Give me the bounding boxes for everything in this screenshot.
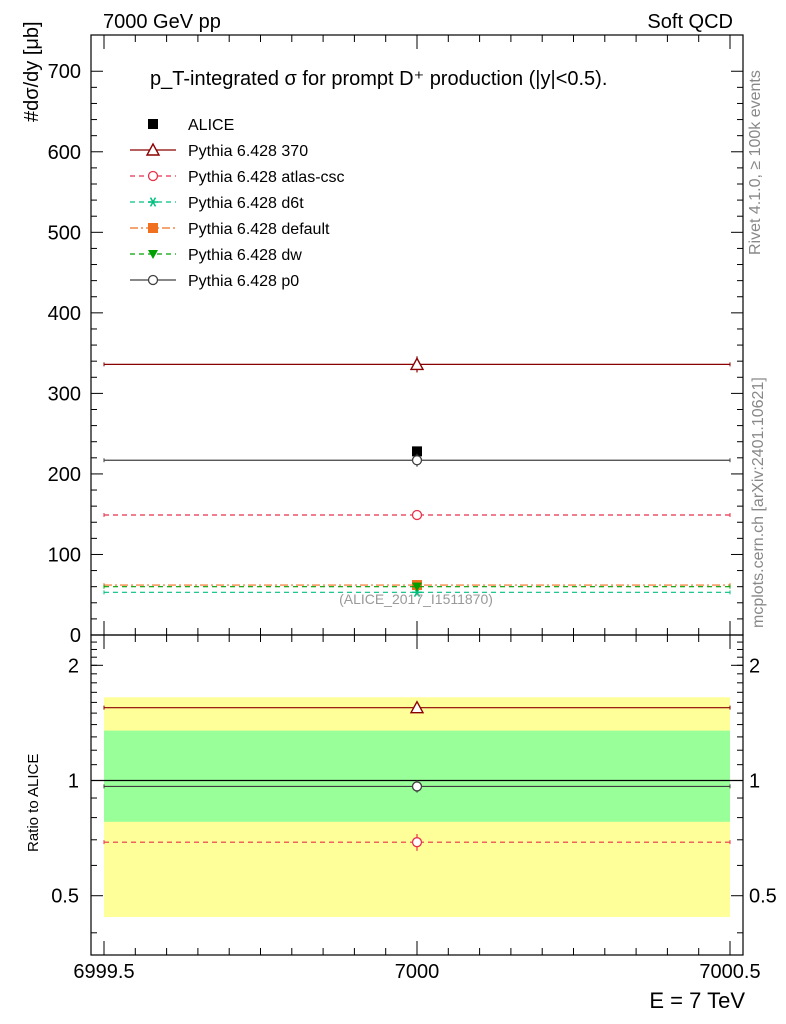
ratio-point-p0	[413, 782, 422, 791]
ratio-y-tick-label: 1	[67, 770, 79, 793]
main-panel-series	[104, 356, 730, 596]
ratio-y-tick-label-right: 0.5	[749, 885, 777, 908]
ratio-panel-background	[51, 635, 777, 983]
main-legend	[130, 117, 345, 290]
legend-marker-p0	[149, 276, 158, 285]
legend-label-p370: Pythia 6.428 370	[188, 143, 309, 160]
point-p0	[413, 456, 422, 465]
legend-label-d6t: Pythia 6.428 d6t	[188, 195, 304, 212]
main-y-tick-label: 300	[47, 383, 81, 406]
legend-label-p0: Pythia 6.428 p0	[188, 273, 300, 290]
point-atlas_csc	[413, 511, 422, 520]
header-left: 7000 GeV pp	[103, 11, 221, 33]
x-tick-label: 6999.5	[73, 961, 135, 983]
ratio-ylabel: Ratio to ALICE	[25, 753, 42, 852]
x-tick-label: 7000	[394, 961, 440, 983]
main-title	[150, 68, 607, 90]
title-text: p_T-integrated σ for prompt D⁺ production (|y|<0.5).	[150, 68, 608, 90]
header-right: Soft QCD	[647, 11, 733, 33]
main-y-tick-label: 0	[69, 625, 81, 647]
analysis-watermark: (ALICE_2017_I1511870)	[339, 591, 493, 607]
ratio-y-tick-label: 2	[67, 655, 79, 678]
main-y-tick-label: 400	[47, 302, 81, 325]
main-ylabel: #dσ/dy [μb]	[21, 21, 43, 122]
main-y-tick-label: 700	[47, 61, 81, 84]
legend-label-default: Pythia 6.428 default	[188, 221, 330, 238]
legend-marker-alice	[148, 119, 158, 129]
main-y-tick-label: 100	[47, 544, 81, 567]
legend-marker-d6t	[148, 198, 158, 207]
uncertainty-band-inner	[104, 731, 730, 822]
ratio-y-tick-label-right: 2	[749, 655, 761, 678]
side-label-mcplots: mcplots.cern.ch [arXiv:2401.10621]	[750, 377, 767, 628]
ratio-y-tick-label: 0.5	[51, 885, 79, 908]
main-y-tick-label: 200	[47, 463, 81, 486]
legend-marker-default	[148, 223, 158, 233]
legend-marker-atlas_csc	[149, 172, 158, 181]
legend-label-dw: Pythia 6.428 dw	[188, 247, 302, 264]
x-tick-label: 7000.5	[699, 961, 761, 983]
main-y-tick-label: 500	[47, 222, 81, 245]
ratio-point-atlas_csc	[413, 838, 422, 847]
main-y-tick-label: 600	[47, 141, 81, 164]
side-label-rivet: Rivet 4.1.0, ≥ 100k events	[747, 70, 764, 255]
legend-label-atlas_csc: Pythia 6.428 atlas-csc	[188, 169, 345, 186]
legend-label-alice: ALICE	[188, 117, 235, 134]
x-axis-label: E = 7 TeV	[649, 988, 745, 1013]
ratio-y-tick-label-right: 1	[749, 770, 761, 793]
